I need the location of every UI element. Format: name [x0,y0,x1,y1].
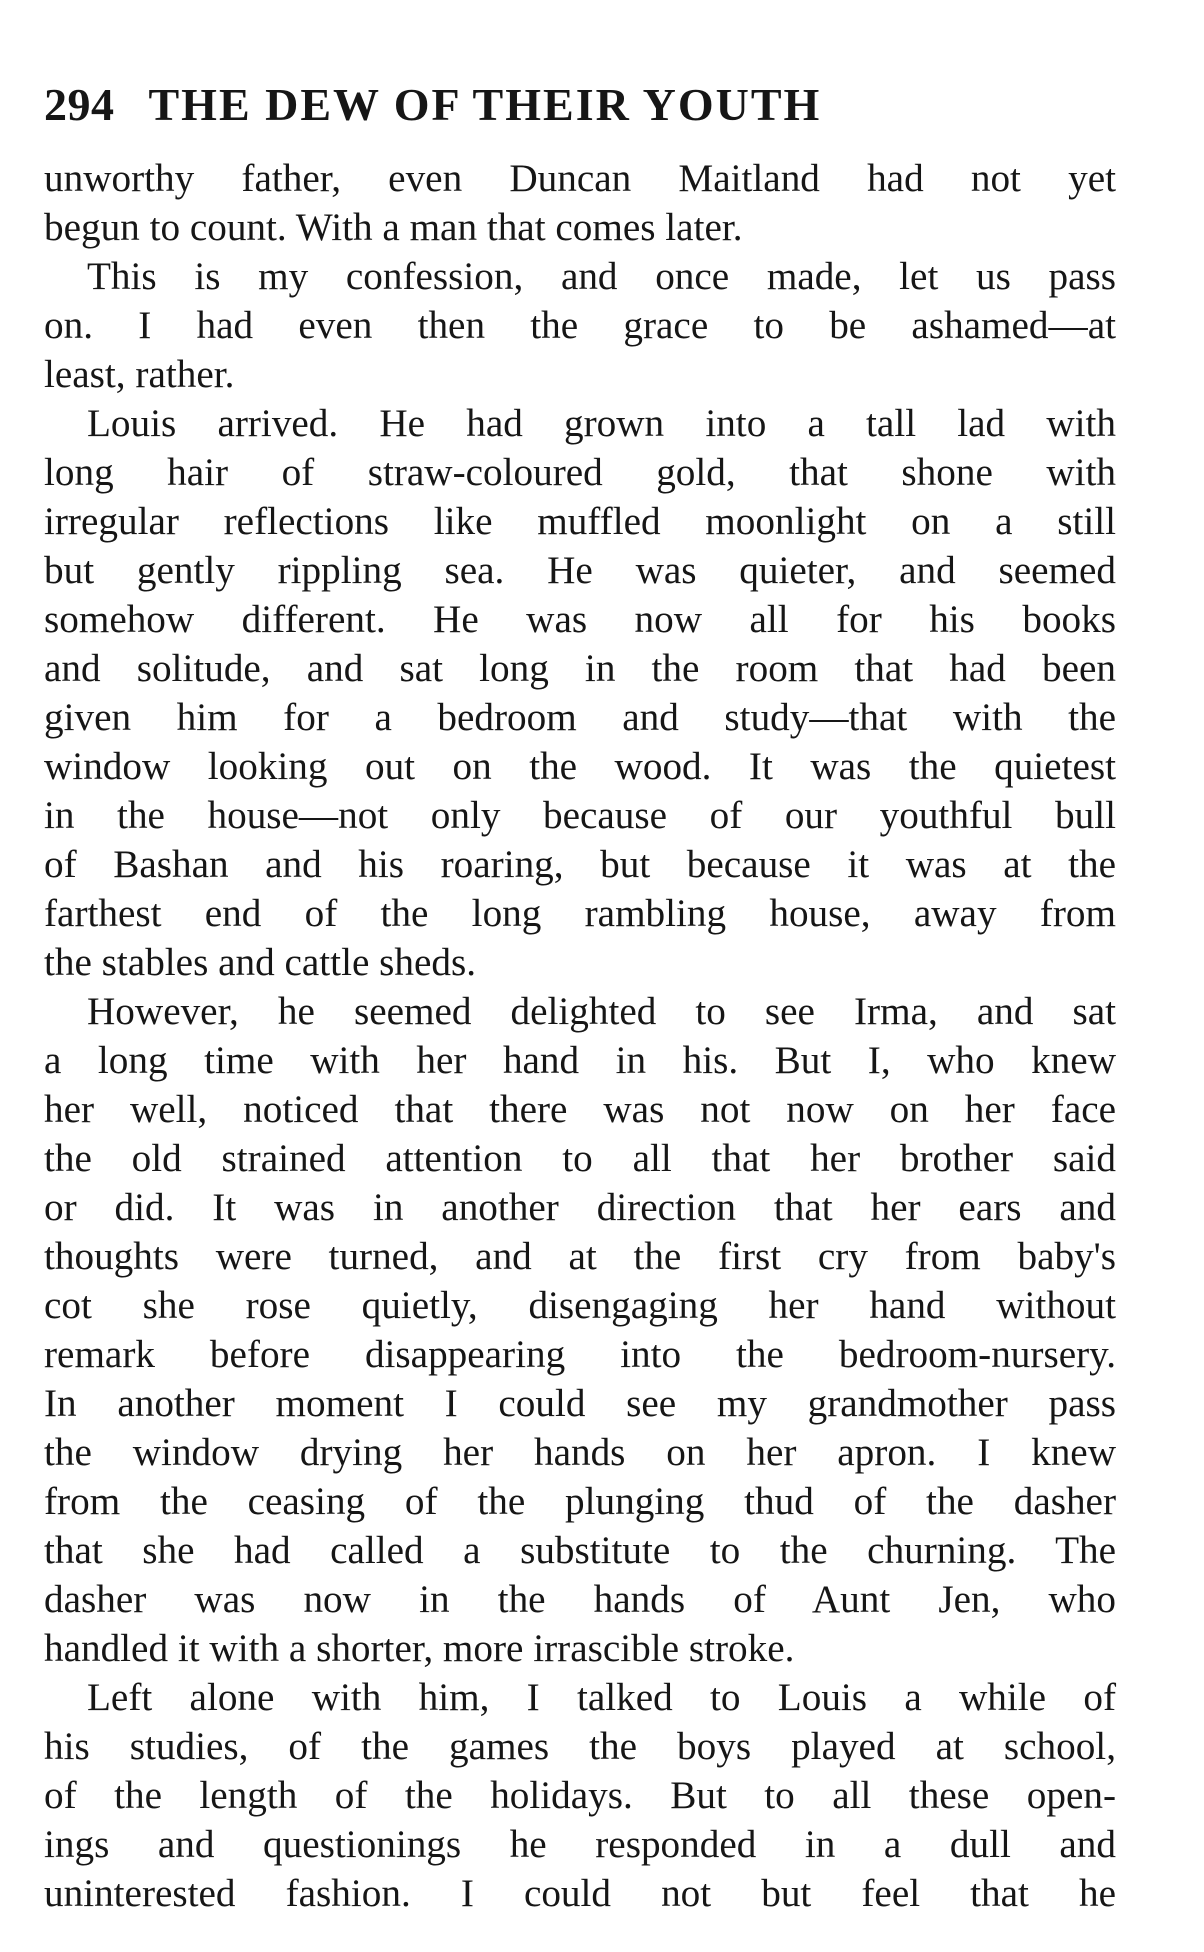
text-line: but gently rippling sea. He was quieter, and seemed [44,549,1116,592]
text-line: on. I had even then the grace to be ashamed—at [44,304,1116,347]
text-line: her well, noticed that there was not now on her face [44,1088,1116,1131]
text-line: his studies, of the games the boys played at school, [44,1725,1116,1768]
body-text [44,154,1116,1918]
text-line: the stables and cattle sheds. [44,941,477,984]
text-line: or did. It was in another direction that her ears and [44,1186,1116,1229]
text-line: of Bashan and his roaring, but because it was at the [44,843,1116,886]
text-line: long hair of straw-coloured gold, that shone with [44,451,1116,494]
text-line: somehow different. He was now all for his books [44,598,1116,641]
text-line: that she had called a substitute to the churning. The [44,1529,1116,1572]
paragraph [44,252,1116,399]
text-line: irregular reflections like muffled moonlight on a still [44,500,1116,543]
text-line: remark before disappearing into the bedroom-nursery. [44,1333,1116,1376]
text-line: a long time with her hand in his. But I, who knew [44,1039,1116,1082]
text-line: However, he seemed delighted to see Irma, and sat [87,990,1116,1033]
text-line: handled it with a shorter, more irrascible stroke. [44,1627,795,1670]
text-line: in the house—not only because of our youthful bull [44,794,1116,837]
text-line: cot she rose quietly, disengaging her hand without [44,1284,1116,1327]
running-head [44,78,1116,154]
text-line: least, rather. [44,353,235,396]
text-line: farthest end of the long rambling house, away from [44,892,1116,935]
book-page [44,78,1116,1918]
text-line: This is my confession, and once made, let us pass [87,255,1116,298]
text-line: unworthy father, even Duncan Maitland had not yet [44,157,1116,200]
text-line: ings and questionings he responded in a dull and [44,1823,1116,1866]
text-line: Left alone with him, I talked to Louis a while of [87,1676,1116,1719]
text-line: of the length of the holidays. But to all these open- [44,1774,1116,1817]
text-line: and solitude, and sat long in the room that had been [44,647,1116,690]
text-line: the old strained attention to all that her brother said [44,1137,1116,1180]
running-title: THE DEW OF THEIR YOUTH [148,79,822,130]
text-line: Louis arrived. He had grown into a tall lad with [87,402,1116,445]
text-line: given him for a bedroom and study—that with the [44,696,1116,739]
text-line: uninterested fashion. I could not but feel that he [44,1872,1116,1915]
text-line: In another moment I could see my grandmother pass [44,1382,1116,1425]
text-line: begun to count. With a man that comes later. [44,206,743,249]
text-line: thoughts were turned, and at the first cry from baby's [44,1235,1116,1278]
paragraph [44,1673,1116,1918]
paragraph [44,399,1116,987]
page-number: 294 [44,79,115,130]
paragraph [44,154,1116,252]
text-line: the window drying her hands on her apron. I knew [44,1431,1116,1474]
text-line: window looking out on the wood. It was the quietest [44,745,1116,788]
text-line: dasher was now in the hands of Aunt Jen, who [44,1578,1116,1621]
text-line: from the ceasing of the plunging thud of the dasher [44,1480,1116,1523]
paragraph [44,987,1116,1673]
